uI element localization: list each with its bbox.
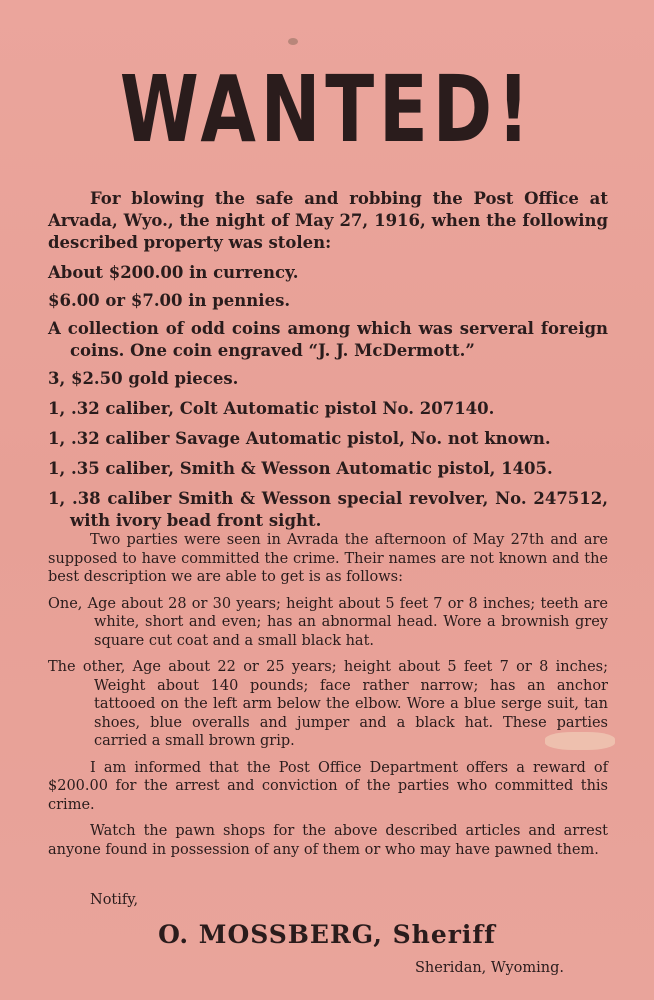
stolen-item: 1, .38 caliber Smith & Wesson special revolver, No. 247512, with ivory bead front sight.	[48, 489, 608, 530]
intro-text	[48, 188, 608, 254]
stolen-item: 1, .32 caliber Savage Automatic pistol, No. not known.	[48, 429, 551, 448]
suspect-two: The other, Age about 22 or 25 years; height about 5 feet 7 or 8 inches; Weight about 140 pounds; face rather narrow; has an anchor tattooed on the left arm below the elbow. Wore a blue serge suit, tan shoes, blue overalls and jumper and a black hat. These parties carried a small brown grip.	[48, 659, 608, 749]
notify-label: Notify,	[90, 892, 139, 908]
sheriff-name: O. MOSSBERG, Sheriff	[158, 920, 496, 949]
reward-paragraph: I am informed that the Post Office Department offers a reward of $200.00 for the arrest and conviction of the parties who committed this crime.	[48, 759, 608, 813]
stolen-item: $6.00 or $7.00 in pennies.	[48, 291, 291, 310]
stolen-items-list	[48, 262, 608, 532]
parties-text	[48, 531, 608, 859]
stolen-item: 1, .35 caliber, Smith & Wesson Automatic pistol, 1405.	[48, 459, 553, 478]
stolen-item: 3, $2.50 gold pieces.	[48, 369, 239, 388]
pawn-paragraph: Watch the pawn shops for the above described articles and arrest anyone found in possession of any of them or who may have pawned them.	[48, 823, 608, 858]
parties-intro: Two parties were seen in Avrada the afternoon of May 27th and are supposed to have committed the crime. Their names are not known and the best description we are able to get is as follows:	[48, 532, 608, 585]
suspect-one: One, Age about 28 or 30 years; height about 5 feet 7 or 8 inches; teeth are white, short and even; has an abnormal head. Wore a brownish grey square cut coat and a small black hat.	[48, 595, 608, 649]
stolen-item: About $200.00 in currency.	[48, 263, 299, 282]
sheriff-location: Sheridan, Wyoming.	[415, 960, 565, 976]
poster-title: WANTED!	[119, 56, 535, 163]
stolen-item: A collection of odd coins among which was serveral foreign coins. One coin engraved “J. J. McDermott.”	[48, 319, 608, 360]
pin-hole	[288, 38, 298, 45]
stolen-item: 1, .32 caliber, Colt Automatic pistol No. 207140.	[48, 399, 495, 418]
intro-paragraph: For blowing the safe and robbing the Post Office at Arvada, Wyo., the night of May 27, 1916, when the following described property was stolen:	[48, 189, 608, 252]
